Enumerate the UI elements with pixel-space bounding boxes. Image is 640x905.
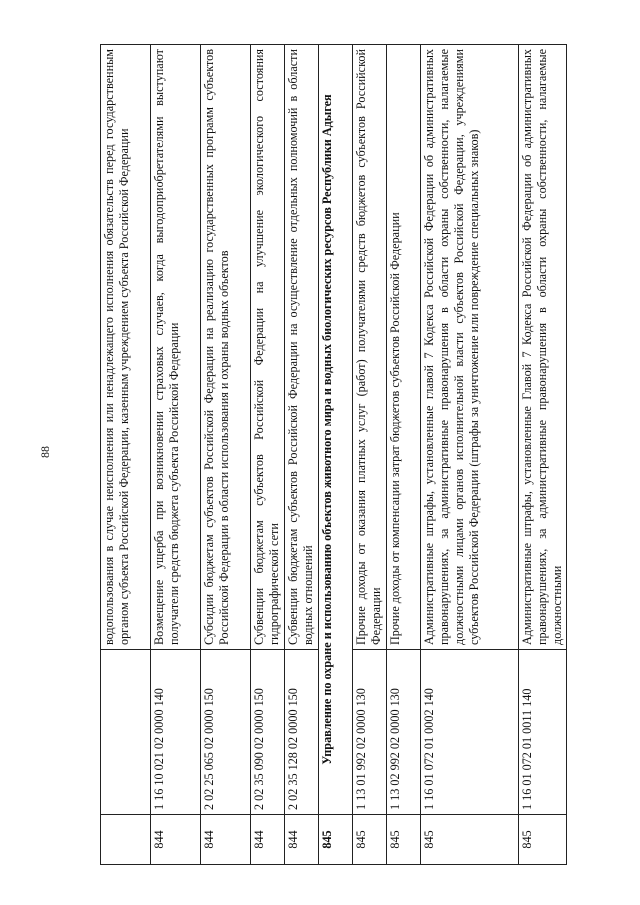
kbk-code-cell: 1 16 10 021 02 0000 140 [151, 650, 201, 815]
kbk-code-cell: 2 02 35 090 02 0000 150 [251, 650, 285, 815]
description-cell: Субвенции бюджетам субъектов Российской Федерации на улучшение экологического состояния гидрографической сети [251, 45, 285, 650]
description-cell: Административные штрафы, установленные главой 7 Кодекса Российской Федерации об административных правонарушениях, за административные правонарушения в области охраны собственности, налагаемые должностными лицами органов исполнительной власти субъектов Российской Федерации, учреждениями субъектов Российской Федерации (штрафы за уничтожение или повреждение специальных знаков) [421, 45, 519, 650]
admin-code-cell [101, 815, 151, 865]
kbk-code-cell: 1 16 01 072 01 0011 140 [519, 650, 567, 815]
admin-code-cell: 845 [519, 815, 567, 865]
description-cell: Прочие доходы от компенсации затрат бюджетов субъектов Российской Федерации [387, 45, 421, 650]
admin-code-cell: 845 [421, 815, 519, 865]
description-cell: Административные штрафы, установленные Главой 7 Кодекса Российской Федерации об административных правонарушениях, за административные правонарушения в области охраны собственности, налагаемые должностными [519, 45, 567, 650]
admin-code-cell: 844 [151, 815, 201, 865]
table-row [251, 45, 285, 865]
table-row [201, 45, 251, 865]
description-cell: Прочие доходы от оказания платных услуг (работ) получателями средств бюджетов субъектов Российской Федерации [353, 45, 387, 650]
admin-code-cell: 845 [353, 815, 387, 865]
kbk-code-cell: 1 16 01 072 01 0002 140 [421, 650, 519, 815]
table-row [101, 45, 151, 865]
kbk-code-cell [101, 650, 151, 815]
kbk-code-cell: 2 02 35 128 02 0000 150 [285, 650, 319, 815]
admin-code-cell: 844 [201, 815, 251, 865]
revenue-codes-table [100, 44, 567, 865]
section-header-row [319, 45, 353, 865]
table-row [353, 45, 387, 865]
description-cell: Субсидии бюджетам субъектов Российской Федерации на реализацию государственных программ субъектов Российской Федерации в области использования и охраны водных объектов [201, 45, 251, 650]
table-row [519, 45, 567, 865]
kbk-code-cell: 1 13 02 992 02 0000 130 [387, 650, 421, 815]
admin-code-cell: 844 [251, 815, 285, 865]
description-cell: водопользования в случае неисполнения или ненадлежащего исполнения обязательств перед государственным органом субъекта Российской Федерации, казенным учреждением субъекта Российской Федерации [101, 45, 151, 650]
table-row [285, 45, 319, 865]
table-body [101, 45, 567, 865]
kbk-code-cell: 2 02 25 065 02 0000 150 [201, 650, 251, 815]
table-row [421, 45, 519, 865]
admin-code-cell: 844 [285, 815, 319, 865]
section-title: Управление по охране и использованию объектов животного мира и водных биологических ресурсов Республики Адыгея [319, 45, 353, 815]
table-row [387, 45, 421, 865]
table-row [151, 45, 201, 865]
description-cell: Субвенции бюджетам субъектов Российской Федерации на осуществление отдельных полномочий в области водных отношений [285, 45, 319, 650]
rotated-table-container [100, 45, 564, 865]
table-wrapper [100, 45, 564, 865]
section-admin-code: 845 [319, 815, 353, 865]
admin-code-cell: 845 [387, 815, 421, 865]
description-cell: Возмещение ущерба при возникновении страховых случаев, когда выгодоприобретателями выступают получатели средств бюджета субъекта Российской Федерации [151, 45, 201, 650]
kbk-code-cell: 1 13 01 992 02 0000 130 [353, 650, 387, 815]
page-number: 88 [38, 446, 52, 458]
